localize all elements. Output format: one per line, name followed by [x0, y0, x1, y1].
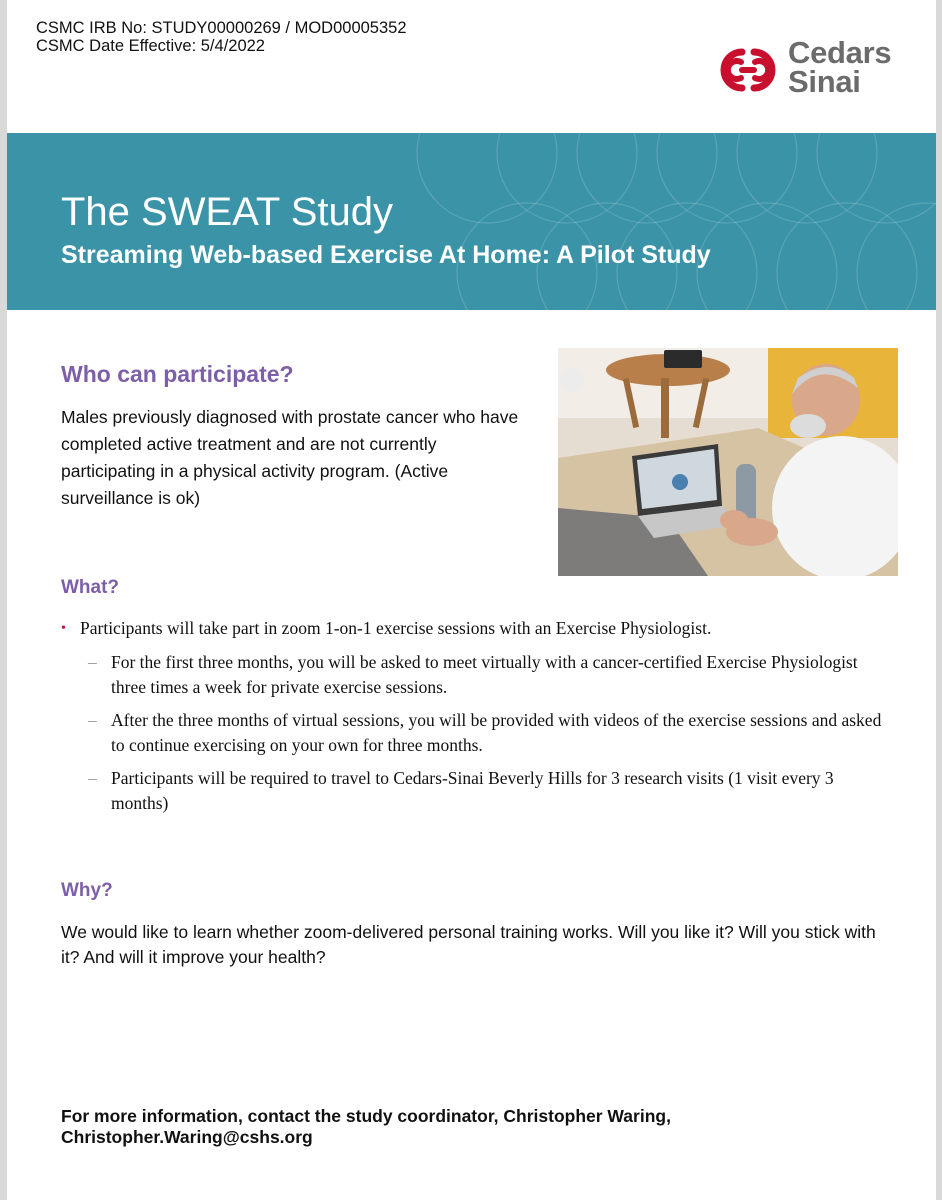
logo-line-cedars: Cedars [788, 35, 892, 70]
what-sub-item-text: Participants will be required to travel to Cedars-Sinai Beverly Hills for 3 research visits (1 visit every 3 months) [111, 768, 834, 813]
bullet-dot-icon: • [61, 621, 66, 636]
list-item [61, 766, 891, 816]
contact-email[interactable]: Christopher.Waring@cshs.org [61, 1127, 313, 1147]
irb-date-effective: CSMC Date Effective: 5/4/2022 [36, 37, 265, 55]
what-sub-item-text: For the first three months, you will be asked to meet virtually with a cancer-certified Exercise Physiologist three times a week for private exercise sessions. [111, 652, 858, 697]
cedars-sinai-logo-icon [712, 38, 784, 102]
dash-icon: – [88, 768, 97, 788]
irb-number: CSMC IRB No: STUDY00000269 / MOD00005352 [36, 19, 407, 37]
why-description: We would like to learn whether zoom-delivered personal training works. Will you like it? Will you stick with it? And will it improve your health? [61, 922, 876, 967]
logo-line-sinai: Sinai [788, 64, 861, 99]
what-heading: What? [61, 577, 120, 598]
contact-info [61, 1106, 891, 1148]
older-man-exercising-with-laptop-image [558, 348, 898, 576]
list-item [61, 650, 891, 700]
page-edge-right [936, 0, 942, 1200]
irb-header [36, 19, 407, 55]
why-heading: Why? [61, 880, 113, 901]
study-subtitle: Streaming Web-based Exercise At Home: A Pilot Study [61, 241, 711, 269]
what-sub-item-text: After the three months of virtual sessions, you will be provided with videos of the exercise sessions and asked to continue exercising on your own for three months. [111, 710, 882, 755]
title-banner [7, 133, 936, 310]
dash-icon: – [88, 652, 97, 672]
page-edge-left [0, 0, 7, 1200]
list-item [61, 708, 891, 758]
who-heading: Who can participate? [61, 361, 294, 387]
list-item [61, 616, 891, 641]
who-description: Males previously diagnosed with prostate cancer who have completed active treatment and are not currently participating in a physical activity program. (Active surveillance is ok) [61, 407, 519, 508]
study-title: The SWEAT Study [61, 190, 393, 234]
what-list [61, 616, 891, 824]
cedars-sinai-logo [712, 35, 902, 102]
dash-icon: – [88, 710, 97, 730]
contact-line: For more information, contact the study coordinator, Christopher Waring, [61, 1106, 671, 1126]
logo-wordmark [788, 35, 892, 99]
what-bullet-text: Participants will take part in zoom 1-on-1 exercise sessions with an Exercise Physiologist. [80, 618, 712, 638]
